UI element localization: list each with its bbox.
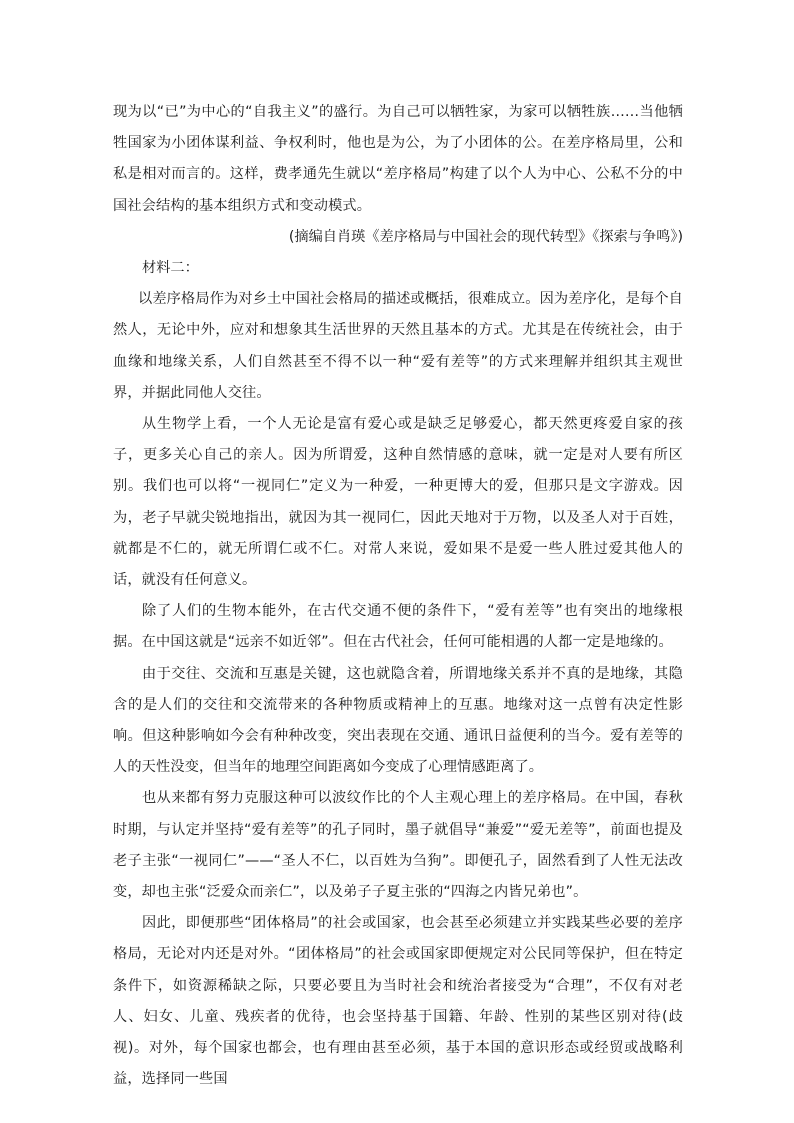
paragraph-3: 除了人们的生物本能外，在古代交通不便的条件下，“爱有差等”也有突出的地缘根据。在中国这就是“远亲不如近邻”。但在古代社会，任何可能相遇的人都一定是地缘的。 (113, 603, 683, 651)
paragraph-4: 由于交往、交流和互惠是关键，这也就隐含着，所谓地缘关系并不真的是地缘，其隐含的是人们的交往和交流带来的各种物质或精神上的互惠。地缘对这一点曾有决定性影响。但这种影响如今会有种种改变，突出表现在交通、通讯日益便利的当今。爱有差等的人的天性没变，但当年的地理空间距离如今变成了心理情感距离了。 (113, 665, 683, 776)
opening-paragraph: 现为以“已”为中心的“自我主义”的盛行。为自己可以牺牲家，为家可以牺牲族……当他牺牲国家为小团体谋利益、争权利时，他也是为公，为了小团体的公。在差序格局里，公和私是相对而言的。这样，费孝通先生就以“差序格局”构建了以个人为中心、公私不分的中国社会结构的基本组织方式和变动模式。 (113, 104, 683, 214)
paragraph-5: 也从来都有努力克服这种可以波纹作比的个人主观心理上的差序格局。在中国，春秋时期，与认定并坚持“爱有差等”的孔子同时，墨子就倡导“兼爱”“爱无差等”，前面也提及老子主张“一视同仁”——“圣人不仁，以百姓为刍狗”。即便孔子，固然看到了人性无法改变，却也主张“泛爱众而亲仁”，以及弟子子夏主张的“四海之内皆兄弟也”。 (113, 790, 683, 901)
paragraph-2: 从生物学上看，一个人无论是富有爱心或是缺乏足够爱心，都天然更疼爱自家的孩子，更多关心自己的亲人。因为所谓爱，这种自然情感的意味，就一定是对人要有所区别。我们也可以将“一视同仁”定义为一种爱，一种更博大的爱，但那只是文字游戏。因为，老子早就尖锐地指出，就因为其一视同仁，因此天地对于万物，以及圣人对于百姓，就都是不仁的，就无所谓仁或不仁。对常人来说，爱如果不是爱一些人胜过爱其他人的话，就没有任何意义。 (113, 416, 683, 589)
document-body (113, 97, 683, 1096)
paragraph-1: 以差序格局作为对乡土中国社会格局的描述或概括，很难成立。因为差序化，是每个自然人，无论中外，应对和想象其生活世界的天然且基本的方式。尤其是在传统社会，由于血缘和地缘关系，人们自然甚至不得不以一种“爱有差等”的方式来理解并组织其主观世界，并据此同他人交往。 (113, 291, 683, 401)
paragraph-6: 因此，即便那些“团体格局”的社会或国家，也会甚至必须建立并实践某些必要的差序格局，无论对内还是对外。“团体格局”的社会或国家即便规定对公民同等保护，但在特定条件下，如资源稀缺之际，只要必要且为当时社会和统治者接受为“合理”，不仅有对老人、妇女、儿童、残疾者的优待，也会坚持基于国籍、年龄、性别的某些区别对待(歧视)。对外，每个国家也都会，也有理由甚至必须，基于本国的意识形态或经贸或战略利益，选择同一些国 (113, 915, 683, 1088)
material-two-label: 材料二： (142, 260, 199, 277)
source-citation: (摘编自肖瑛《差序格局与中国社会的现代转型》《探索与争鸣》) (288, 228, 683, 245)
